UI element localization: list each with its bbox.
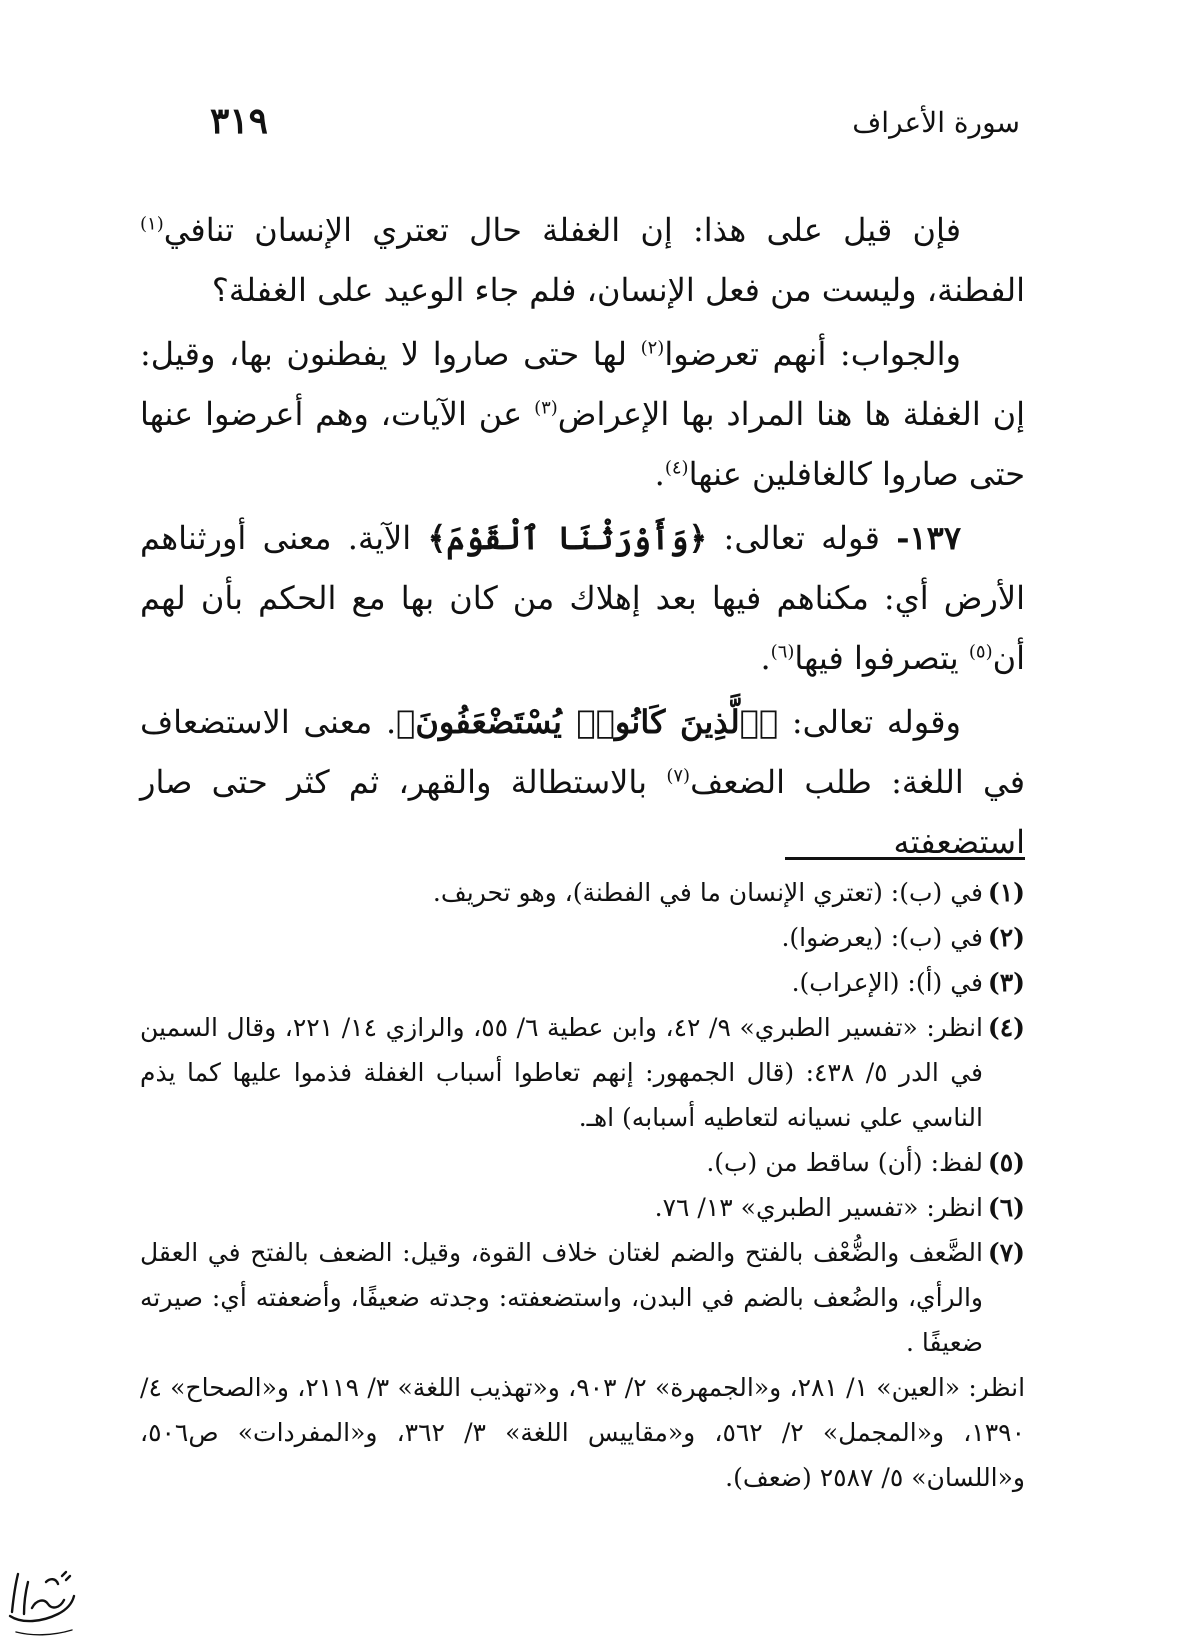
text-span: .	[760, 639, 771, 677]
footnote-2	[140, 915, 1025, 960]
text-span: .	[654, 455, 665, 493]
footnote-marker-7: (٧)	[666, 765, 691, 787]
footnote-7	[140, 1230, 1025, 1365]
text-span: . معنى الاستضعاف في اللغة: طلب الضعف	[140, 703, 1025, 801]
footnote-number: (١)	[987, 878, 1025, 907]
text-span: قوله تعالى:	[707, 519, 897, 557]
paragraph-3	[140, 508, 1025, 688]
footnote-marker-4: (٤)	[664, 457, 689, 479]
footnote-text: انظر: «تفسير الطبري» ٩/ ٤٢، وابن عطية ٦/ ٥٥، والرازي ١٤/ ٢٢١، وقال السمين في الدر ٥/ ٤٣٨: (قال الجمهور: إنهم تعاطوا أسباب الغفلة فذموا عليها كما يذم الناسي علي نسيانه لتعاطيه أسبابه) اهـ.	[140, 1013, 984, 1132]
quran-verse: ﴿وَأَوْرَثْنَا ٱلْقَوْمَ﴾	[427, 519, 708, 557]
quran-verse: ﴿ٱلَّذِينَ كَانُوا۟ يُسْتَضْعَفُونَ﴾	[396, 703, 779, 741]
text-span: يتصرفوا فيها	[794, 639, 969, 677]
footnote-text: الضَّعف والضُّعْف بالفتح والضم لغتان خلاف القوة، وقيل: الضعف بالفتح في العقل والرأي، والضُعف بالضم في البدن، واستضعفته: وجدته ضعيفًا، وأضعفته أي: صيرته ضعيفًا .	[140, 1238, 983, 1357]
footnote-marker-5: (٥)	[968, 641, 993, 663]
footnote-6	[140, 1185, 1025, 1230]
footnote-number: (٢)	[987, 923, 1025, 952]
text-span: بالاستطالة والقهر، ثم كثر حتى صار استضعفته	[140, 763, 1025, 861]
footnote-text: في (أ): (الإعراب).	[791, 968, 983, 997]
verse-number: ١٣٧-	[896, 519, 962, 557]
footnote-7-continuation: انظر: «العين» ١/ ٢٨١، و«الجمهرة» ٢/ ٩٠٣، و«تهذيب اللغة» ٣/ ٢١١٩، و«الصحاح» ٤/ ١٣٩٠، و«المجمل» ٢/ ٥٦٢، و«مقاييس اللغة» ٣/ ٣٦٢، و«المفردات» ص٥٠٦، و«اللسان» ٥/ ٢٥٨٧ (ضعف).	[140, 1373, 1026, 1492]
text-span: الآية. معنى أورثناهم الأرض أي: مكناهم فيها بعد إهلاك من كان بها مع الحكم بأن لهم أن	[140, 519, 1025, 677]
footnote-number: (٣)	[987, 968, 1025, 997]
footnote-text: في (ب): (يعرضوا).	[781, 923, 983, 952]
footnote-number: (٤)	[987, 1013, 1025, 1042]
surah-title: سورة الأعراف	[852, 106, 1020, 139]
footnote-number: (٥)	[987, 1148, 1025, 1177]
text-span: وقوله تعالى:	[778, 703, 962, 741]
text-span: عن الآيات، وهم أعرضوا عنها حتى صاروا كالغافلين عنها	[140, 395, 1025, 493]
text-span: والجواب: أنهم تعرضوا	[664, 335, 962, 373]
footnote-text: انظر: «تفسير الطبري» ١٣/ ٧٦.	[654, 1193, 983, 1222]
footnote-5	[140, 1140, 1025, 1185]
footnote-marker-2: (٢)	[640, 337, 665, 359]
footnote-marker-6: (٦)	[770, 641, 795, 663]
text-span: الفطنة، وليست من فعل الإنسان، فلم جاء الوعيد على الغفلة؟	[211, 271, 1025, 309]
footnote-divider	[785, 857, 1025, 860]
footnotes	[140, 870, 1025, 1500]
footnote-4	[140, 1005, 1025, 1140]
footnote-3	[140, 960, 1025, 1005]
footnote-marker-1: (١)	[140, 213, 164, 235]
footnote-marker-3: (٣)	[534, 397, 558, 419]
paragraph-2	[140, 324, 1025, 504]
text-span: لها حتى صاروا لا يفطنون بها، وقيل: إن الغفلة ها هنا المراد بها الإعراض	[140, 335, 1026, 433]
text-span: فإن قيل على هذا: إن الغفلة حال تعتري الإنسان تنافي	[163, 211, 961, 249]
page-header	[140, 100, 1020, 150]
paragraph-1	[140, 200, 1025, 320]
paragraph-4	[140, 692, 1025, 872]
footnote-number: (٧)	[987, 1238, 1025, 1267]
main-text	[140, 200, 1025, 876]
watermark-logo	[2, 1552, 82, 1644]
footnote-number: (٦)	[987, 1193, 1025, 1222]
footnote-text: لفظ: (أن) ساقط من (ب).	[706, 1148, 983, 1177]
page-number: ٣١٩	[210, 100, 269, 142]
footnote-1	[140, 870, 1025, 915]
footnote-text: في (ب): (تعتري الإنسان ما في الفطنة)، وهو تحريف.	[432, 878, 983, 907]
